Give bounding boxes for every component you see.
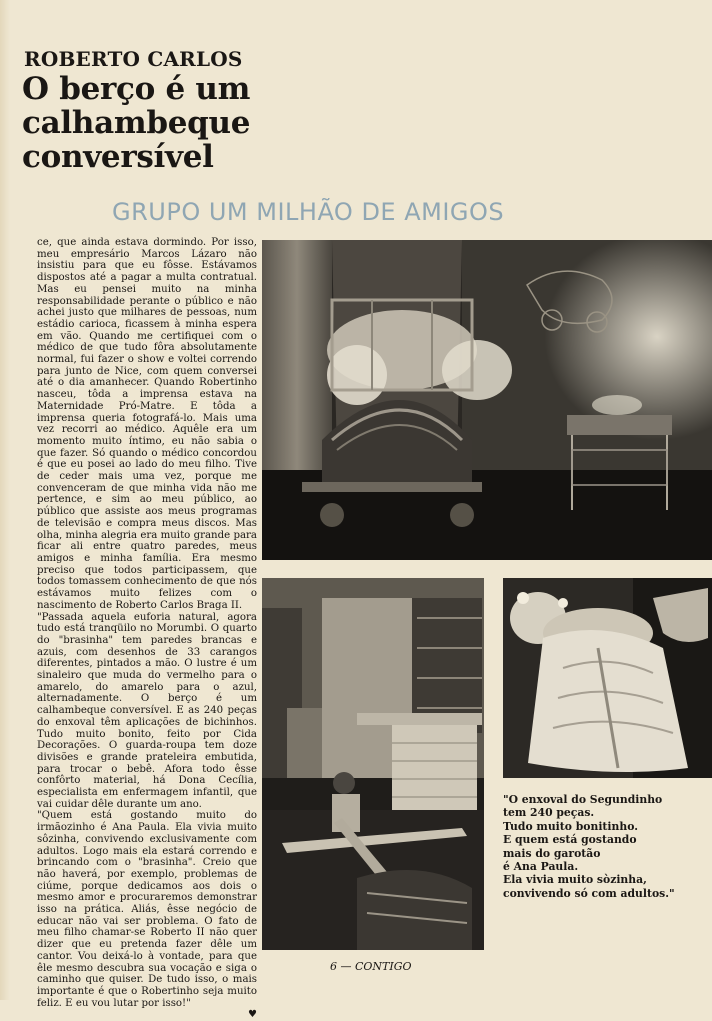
article-paragraph: ce, que ainda estava dormindo. Por isso, meu empresário Marcos Lázaro não insistiu para que eu fôsse. Estávamos dispostos até a pagar a multa contratual. Mas eu pensei muito na minha responsabilidade perante o público e não achei justo que milhares de pessoas, num estádio carioca, ficassem à minha espera em vão. Quando me certifiquei com o médico de que tudo fôra absolutamente normal, fui fazer o show e voltei correndo para junto de Nice, com quem conversei até o dia amanhecer. Quando Robertinho nasceu, tôda a imprensa estava na Maternidade Pró-Matre. E tôda a imprensa queria fotografá-lo. Mais uma vez recorri ao médico. Aquêle era um momento muito íntimo, eu não sabia o que fazer. Só quando o médico concordou é que eu posei ao lado do meu filho. Tive de ceder mais uma vez, porque me convenceram de que minha vida não me pertence, e sim ao meu público, ao público que assiste aos meus programas de televisão e compra meus discos. Mas olha, minha alegria era muito grande para ficar ali entre quatro paredes, meus amigos e minha família. Era mesmo preciso que todos participassem, que todos tomassem conhecimento de que nós estávamos muito felizes com o nascimento de Roberto Carlos Braga II. (37, 237, 257, 611)
article-headline: O berço é um calhambeque conversível (22, 71, 251, 175)
caption-line: tem 240 peças. (503, 806, 595, 820)
caption-line: é Ana Paula. (503, 860, 579, 874)
caption-line: Tudo muito bonitinho. (503, 819, 638, 833)
article-body (37, 237, 257, 1021)
photo-nursery-crib (262, 240, 712, 560)
caption-line: E quem está gostando (503, 833, 637, 847)
dress-photo-illustration (503, 578, 712, 778)
article-paragraph: "Passada aquela euforia natural, agora tudo está tranqüilo no Morumbi. O quarto do "brasinha" tem paredes brancas e azuis, com desenhos de 33 carangos diferentes, pintados a mão. O lustre é um sinaleiro que muda do vermelho para o amarelo, do amarelo para o azul, alternadamente. O berço é um calhambeque conversível. E as 240 peças do enxoval têm aplicações de bichinhos. Tudo muito bonito, feito por Cida Decorações. O guarda-roupa tem doze divisões e grande prateleira embutida, para trocar o bebê. Afora todo êsse confôrto material, há Dona Cecília, especialista em enfermagem infantil, que vai cuidar dêle durante um ano. (37, 611, 257, 810)
page-spine-shadow (0, 0, 10, 1000)
caption-line: convivendo só com adultos." (503, 886, 675, 900)
watermark-text: GRUPO UM MILHÃO DE AMIGOS (112, 198, 505, 226)
caption-line: mais do garotão (503, 846, 601, 860)
photo-wardrobe-child (262, 578, 484, 950)
article-kicker: ROBERTO CARLOS (24, 47, 243, 71)
caption-line: "O enxoval do Segundinho (503, 793, 663, 806)
caption-line: Ela vivia muito sòzinha, (503, 873, 647, 887)
photo-layette-dress (503, 578, 712, 778)
wardrobe-photo-illustration (262, 578, 484, 950)
photo-caption (503, 793, 712, 900)
nursery-photo-illustration (262, 240, 712, 560)
article-paragraph: "Quem está gostando muito do irmãozinho é Ana Paula. Ela vivia muito sôzinha, convivendo exclusivamente com adultos. Logo mais ela estará correndo e brincando com o "brasinha". Creio que não haverá, por exemplo, problemas de ciúme, porque dedicamos aos dois o mesmo amor e procuraremos demonstrar isso na prática. Aliás, êsse negócio de educar não vai ser problema. O fato de meu filho chamar-se Roberto II não quer dizer que eu pretenda fazer dêle um cantor. Vou deixá-lo à vontade, para que êle mesmo descubra sua vocação e siga o caminho que quiser. De tudo isso, o mais importante é que o Robertinho seja muito feliz. E eu vou lutar por isso!" (37, 810, 257, 1009)
end-mark-icon: ♥ (248, 1009, 257, 1021)
page-folio: 6 — CONTIGO (330, 960, 412, 973)
